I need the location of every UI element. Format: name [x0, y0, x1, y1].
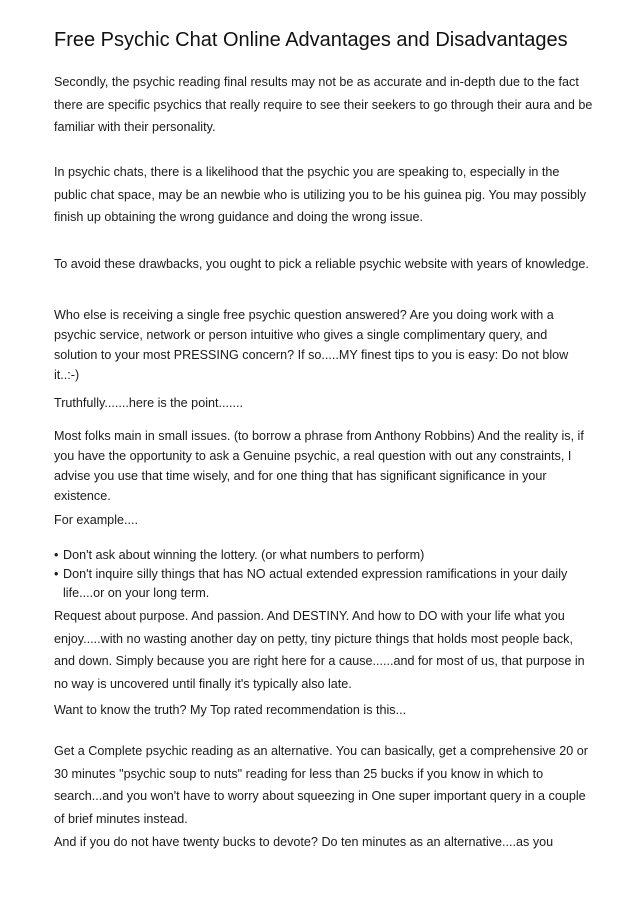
paragraph: Get a Complete psychic reading as an alternative. You can basically, get a comprehensive 20 or 30 minutes "psychic soup to nuts" reading for less than 25 bucks if you know in which to search...and you won't have to worry about squeezing in One super important query in a couple of brief minutes instead. — [54, 744, 588, 826]
list-item — [54, 565, 594, 603]
paragraph: To avoid these drawbacks, you ought to pick a reliable psychic website with years of knowledge. — [54, 257, 589, 271]
paragraph: Request about purpose. And passion. And DESTINY. And how to DO with your life what you enjoy.....with no wasting another day on petty, tiny picture things that holds most people back, and down. Simply because you are right here for a cause......and for most of us, that purpose in no way is uncovered until finally it's typically also late. — [54, 609, 585, 691]
paragraph: Truthfully.......here is the point....... — [54, 396, 243, 410]
bullet-marker: • — [54, 548, 59, 562]
list-item — [54, 546, 594, 565]
paragraph: Secondly, the psychic reading final results may not be as accurate and in-depth due to the fact there are specific psychics that really require to see their seekers to go through their aura and be familiar with their personality. — [54, 75, 593, 134]
paragraph: And if you do not have twenty bucks to devote? Do ten minutes as an alternative....as you — [54, 835, 554, 849]
bullet-marker: • — [54, 567, 59, 581]
list-item-text: Don't inquire silly things that has NO actual extended expression ramifications in your daily life....or on your long term. — [63, 567, 568, 600]
document-title: Free Psychic Chat Online Advantages and Disadvantages — [54, 29, 568, 51]
paragraph: For example.... — [54, 513, 138, 527]
paragraph: Want to know the truth? My Top rated recommendation is this... — [54, 703, 407, 717]
paragraph: Most folks main in small issues. (to borrow a phrase from Anthony Robbins) And the reality is, if you have the opportunity to ask a Genuine psychic, a real question with out any constraints, I advise you use that time wisely, and for one thing that has significant significance in your existence. — [54, 429, 584, 503]
paragraph: In psychic chats, there is a likelihood that the psychic you are speaking to, especially in the public chat space, may be an newbie who is utilizing you to be his guinea pig. You may possibly finish up obtaining the wrong guidance and doing the wrong issue. — [54, 165, 587, 224]
bullet-list — [54, 546, 594, 603]
paragraph: Who else is receiving a single free psychic question answered? Are you doing work with a psychic service, network or person intuitive who gives a single complimentary query, and solution to your most PRESSING concern? If so.....MY finest tips to you is easy: Do not blow it..:-) — [54, 308, 569, 382]
list-item-text: Don't ask about winning the lottery. (or what numbers to perform) — [63, 548, 425, 562]
